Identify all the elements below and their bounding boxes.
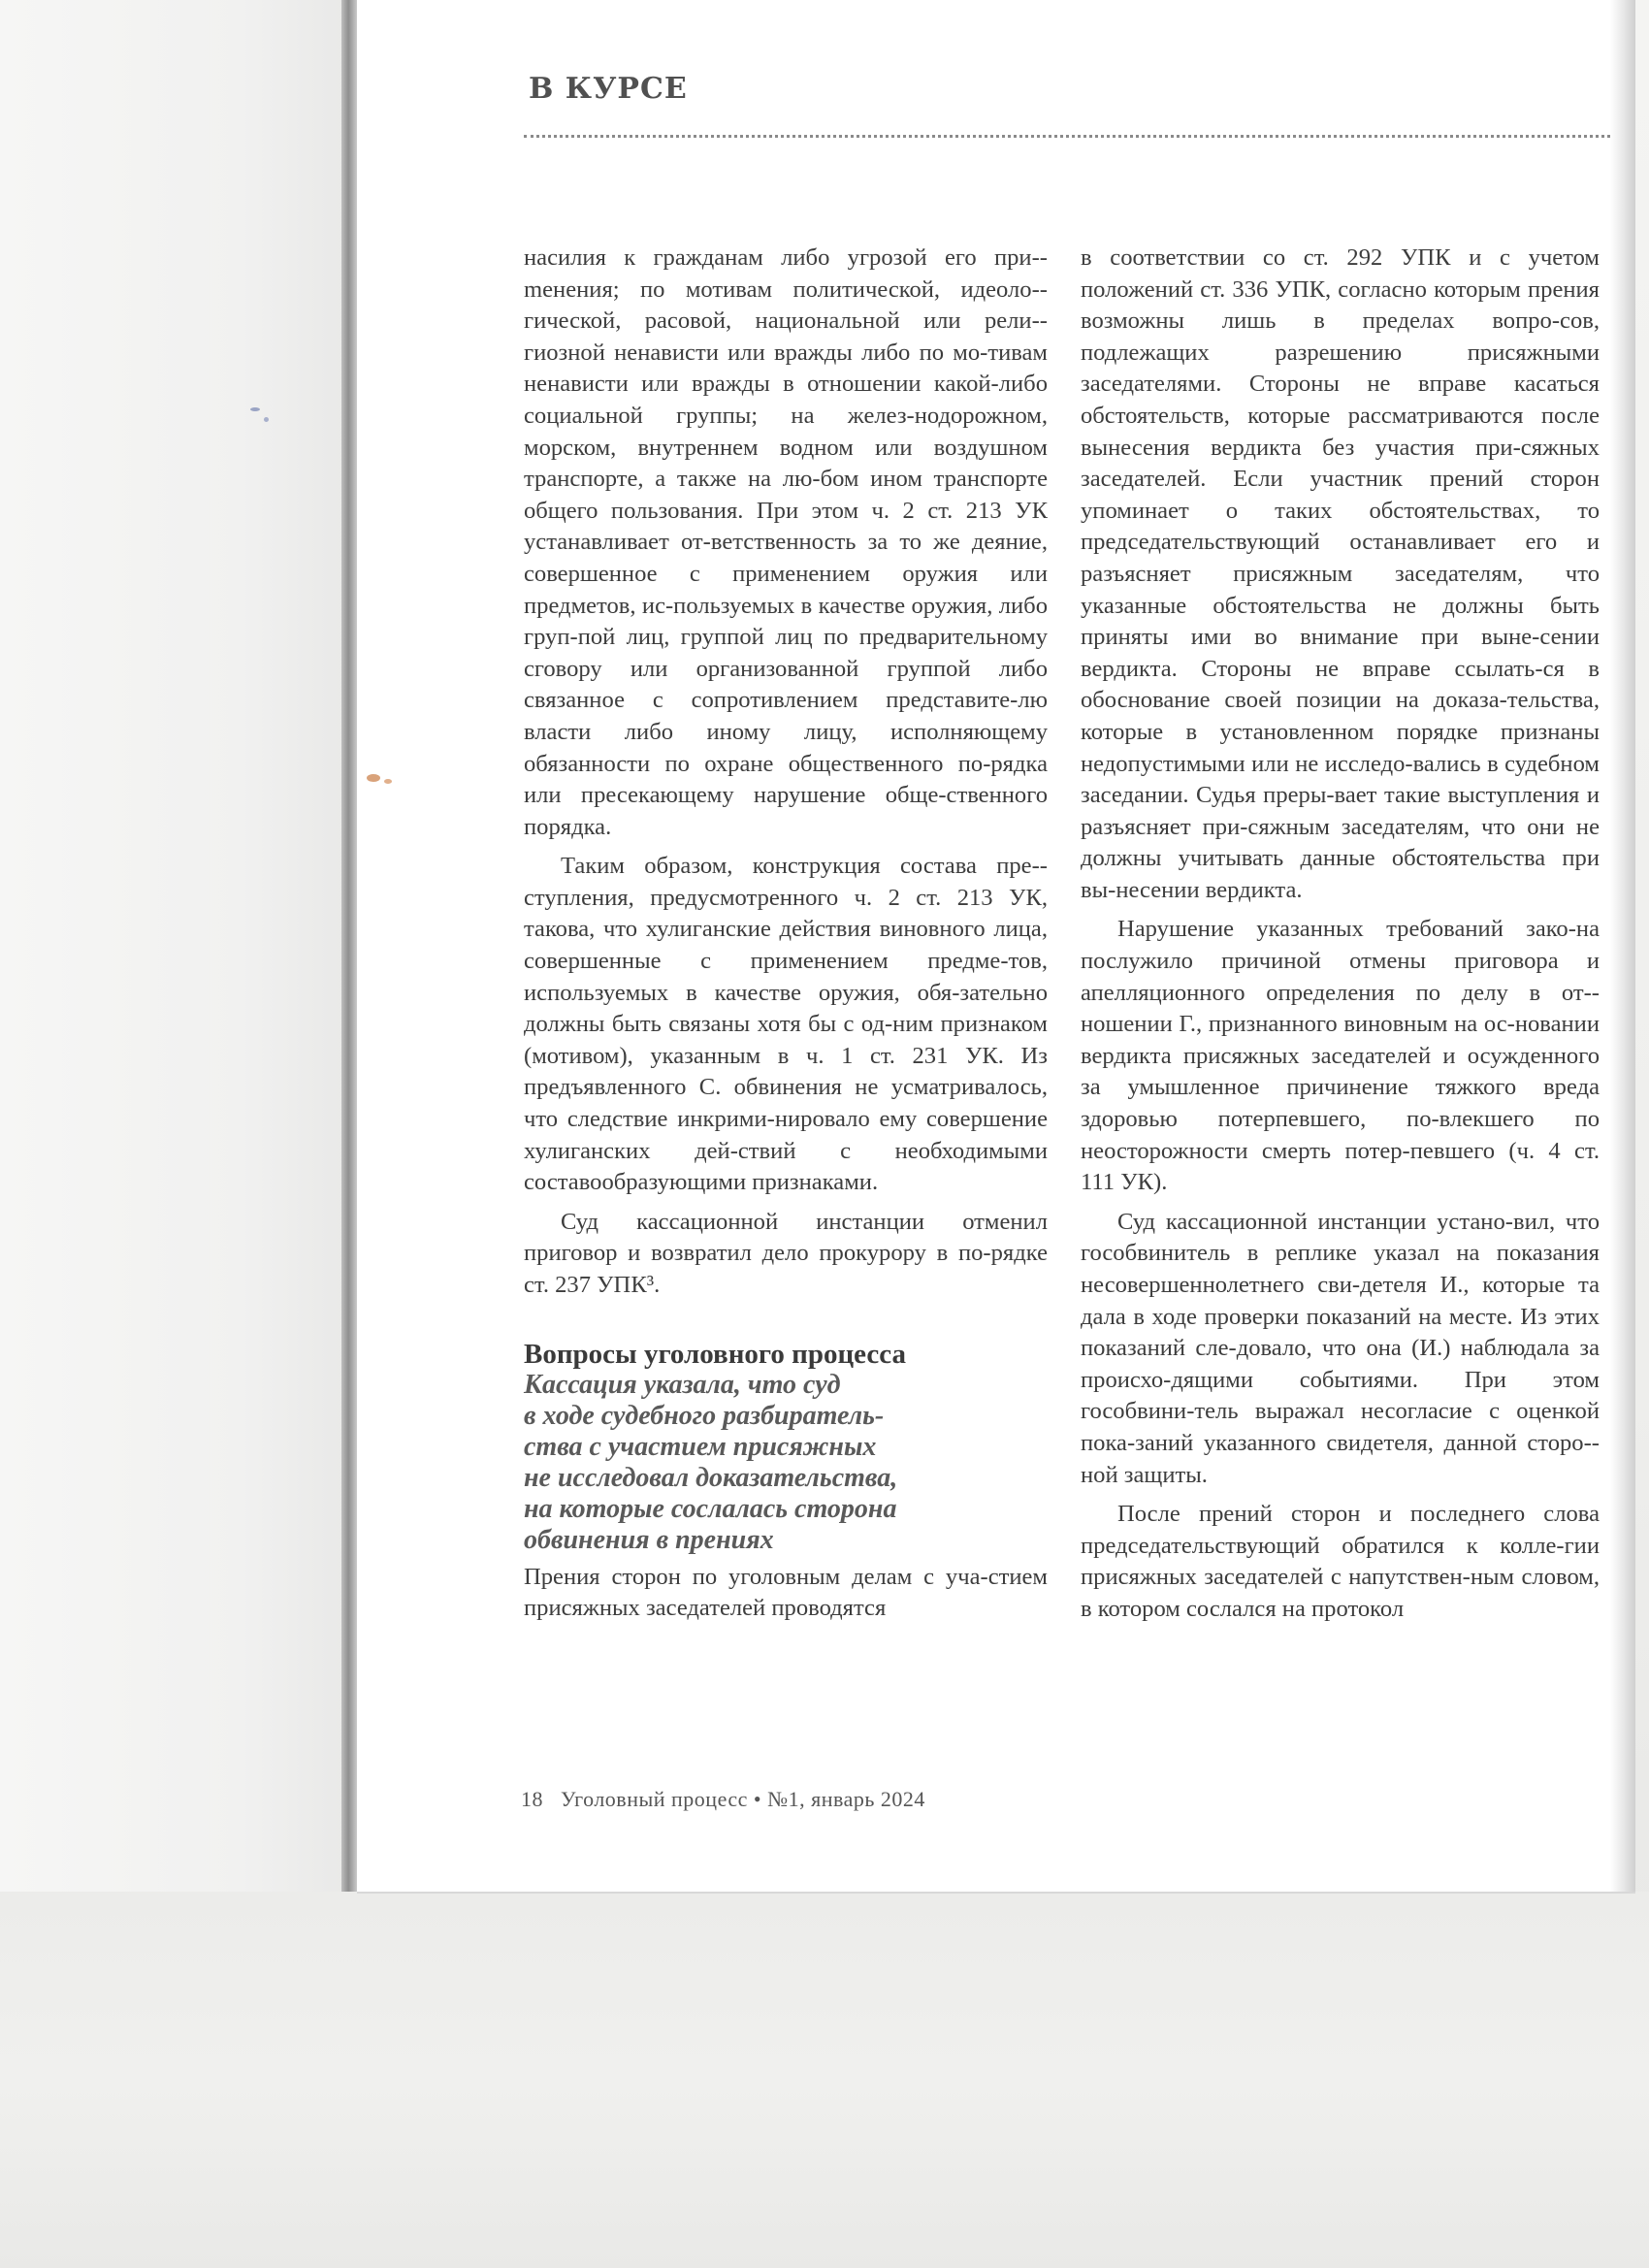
paragraph: Таким образом, конструкция состава пре-ступления, предусмотренного ч. 2 ст. 213 УК, такова, что хулиганские действия виновного лица, совершенные с применением предме-тов, используемых в качестве оружия, обя-зательно должны быть связаны хотя бы с од-ним признаком (мотивом), указанным в ч. 1 ст. 231 УК. Из предъявленного С. обвинения не усматривалось, что следствие инкрими-нировало ему совершение хулиганских дей-ствий с необходимыми составообразующими признаками. xyxy=(524,853,1048,1196)
left-column xyxy=(524,243,1048,1625)
paragraph: Суд кассационной инстанции устано-вил, что гособвинитель в реплике указал на показания несовершеннолетнего сви-детеля И., которые та дала в ходе проверки показаний на месте. Из этих показаний сле-довало, что она (И.) наблюдала за происхо-дящими событиями. При этом гособвини-тель выражал несогласие с оценкой пока-заний указанного свидетеля, данной сторо-ной защиты. xyxy=(1081,1208,1600,1488)
paragraph: Нарушение указанных требований зако-на послужило причиной отмены приговора и апелляционного определения по делу в от-ношении Г., признанного виновным на ос-новании вердикта присяжных заседателей и осужденного за умышленное причинение тяжкого вреда здоровью потерпевшего, по-влекшего по неосторожности смерть потер-певшего (ч. 4 ст. 111 УК). xyxy=(1081,916,1600,1196)
scan-speck xyxy=(367,774,380,782)
scanner-shadow xyxy=(341,0,357,1892)
publication-info: Уголовный процесс • №1, январь 2024 xyxy=(561,1787,925,1811)
scanner-bottom-area xyxy=(0,1892,1649,2268)
paragraph: Суд кассационной инстанции отменил приговор и возвратил дело прокурору в по-рядке ст. 237 УПК³. xyxy=(524,1208,1048,1298)
paragraph: насилия к гражданам либо угрозой его при-mенения; по мотивам политической, идеоло-гической, расовой, национальной или рели-гиозной ненависти или вражды либо по мо-тивам ненависти или вражды в отношении какой-либо социальной группы; на желез-нодорожном, морском, внутреннем водном или воздушном транспорте, а также на лю-бом ином транспорте общего пользования. При этом ч. 2 ст. 213 УК устанавливает от-ветственность за то же деяние, совершенное с применением оружия или предметов, ис-пользуемых в качестве оружия, либо груп-пой лиц, группой лиц по предварительному сговору или организованной группой либо связанное с сопротивлением представите-лю власти либо иному лицу, исполняющему обязанности по охране общественного по-рядка или пресекающему нарушение обще-ственного порядка. xyxy=(524,244,1048,840)
scanner-margin xyxy=(0,0,344,1892)
paragraph: в соответствии со ст. 292 УПК и с учетом положений ст. 336 УПК, согласно которым прения возможны лишь в пределах вопро-сов, подлежащих разрешению присяжными заседателями. Стороны не вправе касаться обстоятельств, которые рассматриваются после вынесения вердикта без участия при-сяжных заседателей. Если участник прений сторон упоминает о таких обстоятельствах, то председательствующий останавливает его и разъясняет присяжным заседателям, что указанные обстоятельства не должны быть приняты ими во внимание при выне-сении вердикта. Стороны не вправе ссылать-ся в обоснование своей позиции на доказа-тельства, которые в установленном порядке признаны недопустимыми или не исследо-вались в судебном заседании. Судья преры-вает такие выступления и разъясняет при-сяжным заседателям, что они не должны учитывать данные обстоятельства при вы-несении вердикта. xyxy=(1081,244,1600,903)
paragraph: Прения сторон по уголовным делам с уча-стием присяжных заседателей проводятся xyxy=(524,1563,1048,1622)
section-title: В КУРСЕ xyxy=(529,72,688,106)
scan-speck xyxy=(250,407,260,411)
scan-speck xyxy=(264,417,269,422)
subsection-heading xyxy=(524,1339,1048,1556)
scan-speck xyxy=(384,779,392,784)
page-footer xyxy=(521,1787,925,1812)
subsection-lead: Кассация указала, что суд в ходе судебного разбиратель- ства с участием присяжных не исследовал доказательства, на которые сослалась сторона обвинения в прениях xyxy=(524,1369,898,1555)
subsection-title: Вопросы уголовного процесса xyxy=(524,1338,906,1370)
paragraph: После прений сторон и последнего слова председательствующий обратился к колле-гии присяжных заседателей с напутствен-ным словом, в котором сослался на протокол xyxy=(1081,1501,1600,1622)
page-edge-shadow xyxy=(1610,0,1635,1892)
header-divider xyxy=(524,135,1610,138)
page-number: 18 xyxy=(521,1787,543,1811)
right-column xyxy=(1081,243,1600,1626)
